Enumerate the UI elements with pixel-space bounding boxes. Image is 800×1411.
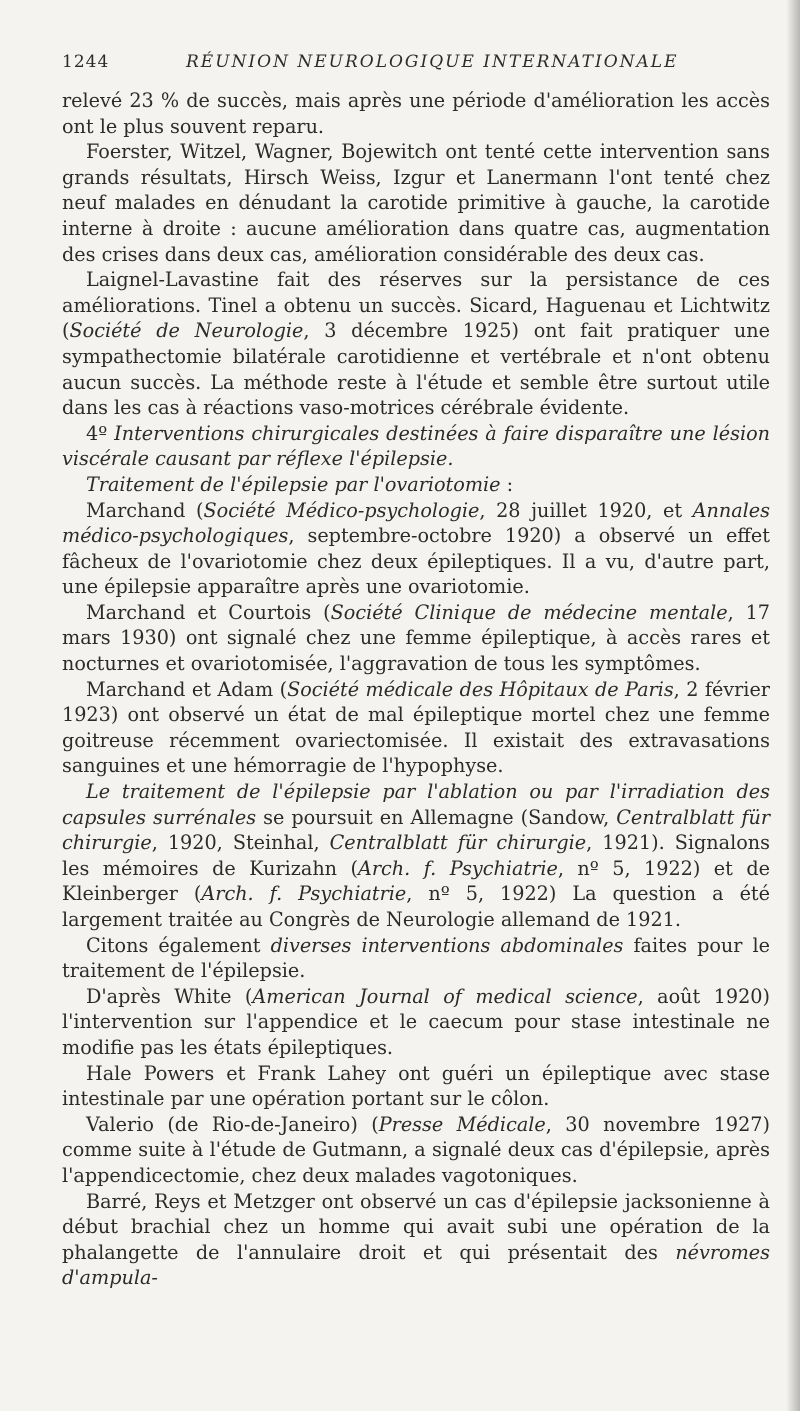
paragraph bbox=[62, 472, 770, 498]
text-segment: D'après White ( bbox=[86, 984, 253, 1008]
text-segment: Hale Powers et Frank Lahey ont guéri un épileptique avec stase intestinale par une opération portant sur le côlon. bbox=[62, 1061, 770, 1111]
text-segment: , 17 mars 1930) ont signalé chez une femme épileptique, à accès rares et nocturnes et ovariotomisée, l'aggravation de tous les symptômes. bbox=[62, 600, 770, 676]
italic-text-segment: névromes d'ampula- bbox=[62, 1240, 770, 1290]
paragraph bbox=[62, 677, 770, 779]
text-segment: : bbox=[500, 472, 514, 496]
text-segment: Marchand ( bbox=[86, 498, 204, 522]
paragraph bbox=[62, 600, 770, 677]
italic-text-segment: Société Médico-psychologie bbox=[203, 498, 480, 522]
text-segment: , 3 décembre 1925) ont fait pratiquer une sympathectomie bilatérale carotidienne et vertébrale et n'ont obtenu aucun succès. La méthode reste à l'étude et semble être surtout utile dans les cas à réactions vaso-motrices cérébrale évidente. bbox=[62, 319, 770, 420]
italic-text-segment: Société Clinique de médecine mentale bbox=[330, 600, 728, 624]
text-segment: Marchand et Courtois ( bbox=[86, 600, 331, 624]
running-header bbox=[62, 52, 760, 74]
text-segment: Citons également bbox=[86, 933, 271, 957]
paragraph bbox=[62, 1061, 770, 1112]
paragraph bbox=[62, 933, 770, 984]
text-segment: , 1921). Signalons les mémoires de Kurizahn ( bbox=[62, 831, 770, 880]
text-segment: , nº 5, 1922) La question a été largement traitée au Congrès de Neurologie allemand de 1921. bbox=[62, 882, 770, 931]
paragraph bbox=[62, 779, 770, 933]
italic-text-segment: Centralblatt für chirurgie bbox=[329, 831, 587, 855]
text-segment: relevé 23 % de succès, mais après une période d'amélioration les accès ont le plus souvent reparu. bbox=[62, 89, 770, 138]
italic-text-segment: Annales médico-psychologiques bbox=[62, 498, 770, 548]
paragraph bbox=[62, 267, 770, 421]
paragraph bbox=[62, 984, 770, 1061]
paragraph bbox=[62, 139, 770, 267]
text-segment: , 1920, Steinhal, bbox=[151, 831, 330, 855]
text-segment: , 2 février 1923) ont observé un état de mal épileptique mortel chez une femme goitreuse récemment ovariectomisée. Il existait des extravasations sanguines et une hémorragie de l'hypophyse. bbox=[62, 677, 770, 778]
text-segment: faites pour le traitement de l'épilepsie. bbox=[62, 933, 770, 983]
italic-text-segment: Centralblatt für chirurgie bbox=[62, 805, 770, 855]
paragraph bbox=[62, 1189, 770, 1291]
paragraph bbox=[62, 1112, 770, 1189]
text-segment: , nº 5, 1922) et de Kleinberger ( bbox=[62, 856, 770, 906]
text-segment: , 28 juillet 1920, et bbox=[479, 498, 693, 522]
text-segment: se poursuit en Allemagne (Sandow, bbox=[256, 805, 617, 829]
text-segment: , septembre-octobre 1920) a observé un effet fâcheux de l'ovariotomie chez deux épileptiques. Il a vu, d'autre part, une épilepsie apparaître après une ovariotomie. bbox=[62, 524, 770, 599]
text-segment: Valerio (de Rio-de-Janeiro) ( bbox=[86, 1112, 379, 1136]
italic-text-segment: Société de Neurologie bbox=[69, 319, 304, 343]
italic-text-segment: Société médicale des Hôpitaux de Paris bbox=[287, 677, 674, 701]
italic-text-segment: Presse Médicale bbox=[378, 1112, 546, 1136]
italic-text-segment: diverses interventions abdominales bbox=[270, 933, 624, 957]
italic-text-segment: Le traitement de l'épilepsie par l'ablation ou par l'irradiation des capsules surrénales bbox=[62, 780, 770, 829]
text-segment: Marchand et Adam ( bbox=[86, 677, 288, 701]
italic-text-segment: Arch. f. Psychiatrie bbox=[201, 882, 407, 906]
text-segment: , 30 novembre 1927) comme suite à l'étude de Gutmann, a signalé deux cas d'épilepsie, après l'appendicectomie, chez deux malades vagotoniques. bbox=[62, 1112, 771, 1187]
text-segment: Foerster, Witzel, Wagner, Bojewitch ont tenté cette intervention sans grands résultats, Hirsch Weiss, Izgur et Lanermann l'ont tenté chez neuf malades en dénudant la carotide primitive à gauche, la carotide interne à droite : aucune amélioration dans quatre cas, augmentation des crises dans deux cas, amélioration considérable des deux cas. bbox=[62, 140, 770, 266]
text-segment: , août 1920) l'intervention sur l'appendice et le caecum pour stase intestinale ne modifie pas les états épileptiques. bbox=[62, 984, 770, 1059]
text-segment: Laignel-Lavastine fait des réserves sur la persistance de ces améliorations. Tinel a obtenu un succès. Sicard, Haguenau et Lichtwitz ( bbox=[62, 268, 770, 343]
italic-text-segment: Interventions chirurgicales destinées à faire disparaître une lésion viscérale causant par réflexe l'épilepsie. bbox=[62, 421, 770, 471]
page-number: 1244 bbox=[62, 52, 110, 72]
paragraph bbox=[62, 421, 770, 472]
paragraph bbox=[62, 498, 770, 600]
italic-text-segment: Traitement de l'épilepsie par l'ovariotomie bbox=[86, 472, 501, 496]
italic-text-segment: Arch. f. Psychiatrie bbox=[358, 856, 558, 880]
text-segment: 4º bbox=[86, 421, 115, 445]
body-text bbox=[62, 88, 770, 1291]
running-title: RÉUNION NEUROLOGIQUE INTERNATIONALE bbox=[186, 52, 679, 72]
italic-text-segment: American Journal of medical science bbox=[252, 984, 638, 1008]
page-edge-shadow bbox=[786, 0, 800, 1411]
text-segment: Barré, Reys et Metzger ont observé un cas d'épilepsie jacksonienne à début brachial chez un homme qui avait subi une opération de la phalangette de l'annulaire droit et qui présentait des bbox=[62, 1189, 770, 1264]
paragraph bbox=[62, 88, 770, 139]
